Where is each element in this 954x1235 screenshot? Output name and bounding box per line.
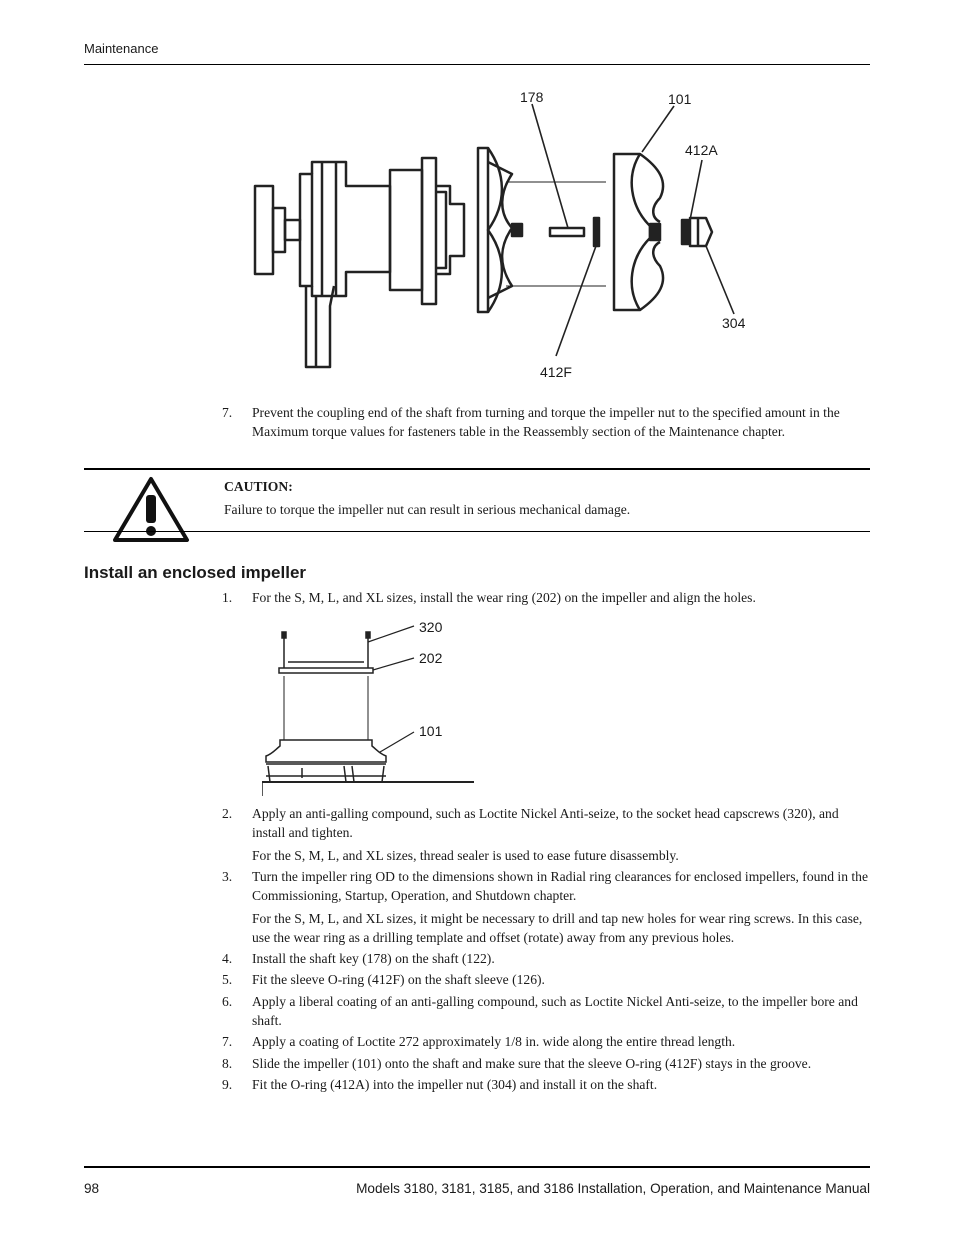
step-number: 6.	[222, 994, 233, 1009]
callout-101: 101	[419, 723, 443, 739]
step-text: Prevent the coupling end of the shaft from turning and torque the impeller nut to the specified amount in the Maximum torque values for fasteners table in the Reassembly section of the Maintenance chapter.	[252, 405, 840, 439]
step-7-torque-impeller	[222, 403, 870, 461]
step-text: For the S, M, L, and XL sizes, install the wear ring (202) on the impeller and align the holes.	[252, 590, 756, 605]
step-5-fit-sleeve-o-ring	[222, 970, 870, 990]
step-9-fit-nut-o-ring	[222, 1075, 870, 1095]
warning-triangle-icon	[112, 475, 190, 543]
step-4-install-shaft-key	[222, 949, 870, 969]
caution-title: CAUTION:	[224, 479, 293, 494]
header-rule	[84, 64, 870, 65]
section-heading: Install an enclosed impeller	[84, 563, 307, 582]
step-text: Apply a liberal coating of an anti-galling compound, such as Loctite Nickel Anti-seize, to the impeller bore and shaft.	[252, 994, 858, 1028]
callout-202: 202	[419, 650, 443, 666]
callout-304: 304	[722, 315, 746, 331]
step-3-note: For the S, M, L, and XL sizes, it might be necessary to drill and tap new holes for wear ring screws. In this case, use the wear ring as a drilling template and offset (rotate) away from any previous holes.	[252, 911, 863, 945]
callout-101: 101	[668, 91, 692, 107]
step-text: Apply an anti-galling compound, such as Loctite Nickel Anti-seize, to the socket head capscrews (320), and install and tighten.	[252, 806, 839, 840]
footer-rule	[84, 1166, 870, 1168]
step-number: 1.	[222, 590, 233, 605]
step-text: Install the shaft key (178) on the shaft (122).	[252, 951, 495, 966]
step-1-install-wear-ring	[222, 588, 870, 608]
step-6-coat-impeller-bore	[222, 992, 870, 1032]
caution-top-rule	[84, 468, 870, 470]
page-number: 98	[84, 1181, 100, 1196]
step-text: Apply a coating of Loctite 272 approximately 1/8 in. wide along the entire thread length.	[252, 1034, 736, 1049]
step-7-apply-loctite	[222, 1032, 870, 1052]
step-3-turn-ring-od	[222, 867, 870, 907]
step-text: Turn the impeller ring OD to the dimensions shown in Radial ring clearances for enclosed impellers, found in the Commissioning, Startup, Operation, and Shutdown chapter.	[252, 869, 868, 903]
callout-178: 178	[520, 89, 544, 105]
step-number: 3.	[222, 869, 233, 884]
step-2-note: For the S, M, L, and XL sizes, thread sealer is used to ease future disassembly.	[252, 848, 679, 863]
step-8-slide-impeller	[222, 1054, 870, 1074]
step-text: Fit the O-ring (412A) into the impeller nut (304) and install it on the shaft.	[252, 1077, 658, 1092]
footer-manual-title: Models 3180, 3181, 3185, and 3186 Installation, Operation, and Maintenance Manual	[356, 1181, 870, 1196]
impeller-exploded-diagram	[250, 82, 770, 397]
caution-bottom-rule	[84, 531, 870, 532]
step-number: 4.	[222, 951, 233, 966]
step-2-apply-anti-galling	[222, 804, 870, 844]
step-number: 7.	[222, 405, 233, 420]
step-number: 9.	[222, 1077, 233, 1092]
caution-text: Failure to torque the impeller nut can result in serious mechanical damage.	[224, 502, 631, 517]
step-text: Fit the sleeve O-ring (412F) on the shaft sleeve (126).	[252, 972, 545, 987]
step-number: 2.	[222, 806, 233, 821]
step-text: Slide the impeller (101) onto the shaft and make sure that the sleeve O-ring (412F) stays in the groove.	[252, 1056, 812, 1071]
callout-320: 320	[419, 619, 443, 635]
step-number: 7.	[222, 1034, 233, 1049]
step-number: 5.	[222, 972, 233, 987]
wear-ring-diagram	[262, 612, 482, 802]
step-number: 8.	[222, 1056, 233, 1071]
callout-412a: 412A	[685, 142, 718, 158]
callout-412f: 412F	[540, 364, 572, 380]
running-header: Maintenance	[84, 41, 159, 56]
